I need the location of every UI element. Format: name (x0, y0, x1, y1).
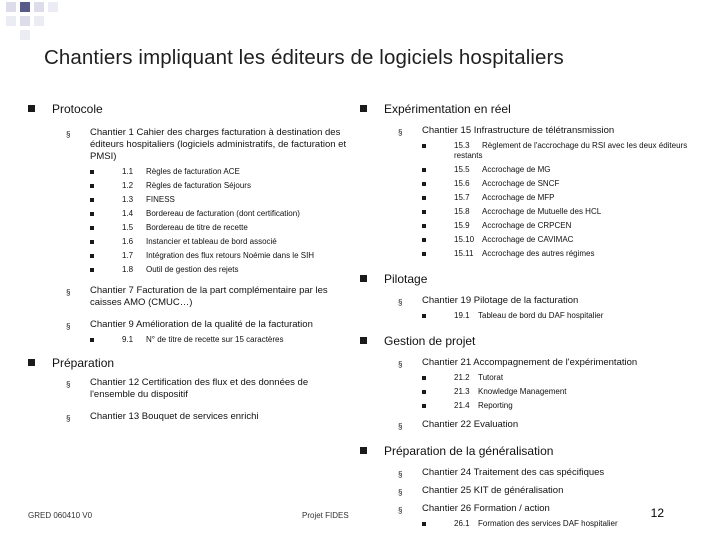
bullet-icon (422, 182, 426, 186)
bullet-icon: § (66, 322, 71, 331)
bullet-icon (422, 224, 426, 228)
list-item: 1.2 Règles de facturation Séjours (28, 181, 348, 191)
list-item: 15.7 Accrochage de MFP (360, 193, 710, 203)
chantier-13: § Chantier 13 Bouquet de services enrichi (66, 411, 259, 423)
chantier-7: § Chantier 7 Facturation de la part complémentaire par les caisses AMO (CMUC…) (66, 285, 328, 308)
bullet-icon (422, 210, 426, 214)
bullet-icon (90, 240, 94, 244)
bullet-icon: § (398, 506, 403, 515)
square-bullet-icon (360, 447, 367, 454)
list-item: 19.1 Tableau de bord du DAF hospitalier (360, 311, 710, 321)
bullet-icon (422, 376, 426, 380)
section-generalisation: Préparation de la généralisation (360, 443, 710, 459)
list-item: 1.6 Instancier et tableau de bord associé (28, 237, 348, 247)
bullet-icon (422, 168, 426, 172)
footer-project: Projet FIDES (302, 511, 349, 520)
bullet-icon (422, 238, 426, 242)
bullet-icon: § (398, 360, 403, 369)
bullet-icon (90, 268, 94, 272)
bullet-icon (422, 404, 426, 408)
list-item: 15.8 Accrochage de Mutuelle des HCL (360, 207, 710, 217)
bullet-icon: § (398, 298, 403, 307)
square-bullet-icon (360, 275, 367, 282)
right-column (360, 95, 710, 529)
list-item: 1.7 Intégration des flux retours Noémie dans le SIH (28, 251, 348, 261)
bullet-icon (90, 226, 94, 230)
list-item: 21.4 Reporting (360, 401, 710, 411)
bullet-icon (90, 212, 94, 216)
bullet-icon: § (66, 130, 71, 139)
bullet-icon (422, 144, 426, 148)
bullet-icon (422, 314, 426, 318)
chantier-9: § Chantier 9 Amélioration de la qualité de la facturation (66, 319, 313, 331)
section-protocole: Protocole (28, 101, 348, 117)
list-item: 15.5 Accrochage de MG (360, 165, 710, 175)
section-preparation: Préparation (28, 355, 348, 371)
list-item: 1.5 Bordereau de titre de recette (28, 223, 348, 233)
list-item: 15.9 Accrochage de CRPCEN (360, 221, 710, 231)
page-number: 12 (650, 506, 664, 520)
bullet-icon (90, 338, 94, 342)
list-item: 9.1 N° de titre de recette sur 15 caractères (28, 335, 348, 345)
chantier-25: § Chantier 25 KIT de généralisation (398, 485, 564, 497)
chantier-22: § Chantier 22 Evaluation (398, 419, 519, 431)
list-item: 1.3 FINESS (28, 195, 348, 205)
bullet-icon (422, 252, 426, 256)
bullet-icon (90, 198, 94, 202)
bullet-icon: § (66, 288, 71, 297)
chantier-1: § Chantier 1 Cahier des charges facturation à destination des éditeurs hospitaliers (logiciels administratifs, de facturation et PMSI) (66, 127, 347, 162)
bullet-icon (90, 254, 94, 258)
bullet-icon: § (66, 380, 71, 389)
list-item: 1.1 Règles de facturation ACE (28, 167, 348, 177)
list-item: 15.10 Accrochage de CAVIMAC (360, 235, 710, 245)
bullet-icon (422, 390, 426, 394)
section-gestion-projet: Gestion de projet (360, 333, 710, 349)
bullet-icon: § (66, 414, 71, 423)
list-item: 1.8 Outil de gestion des rejets (28, 265, 348, 275)
bullet-icon: § (398, 422, 403, 431)
bullet-icon: § (398, 128, 403, 137)
chantier-24: § Chantier 24 Traitement des cas spécifiques (398, 467, 605, 479)
list-item: 21.3 Knowledge Management (360, 387, 710, 397)
page-title: Chantiers impliquant les éditeurs de logiciels hospitaliers (44, 46, 564, 69)
list-item: 26.1 Formation des services DAF hospitalier (360, 519, 710, 529)
square-bullet-icon (28, 359, 35, 366)
section-experimentation: Expérimentation en réel (360, 101, 710, 117)
list-item: 15.11 Accrochage des autres régimes (360, 249, 710, 259)
bullet-icon (90, 170, 94, 174)
square-bullet-icon (360, 105, 367, 112)
list-item: 1.4 Bordereau de facturation (dont certification) (28, 209, 348, 219)
list-item: 21.2 Tutorat (360, 373, 710, 383)
list-item: 15.3 Règlement de l'accrochage du RSI avec les deux éditeurs restants (360, 141, 710, 161)
chantier-26: § Chantier 26 Formation / action (398, 503, 550, 515)
bullet-icon (422, 196, 426, 200)
bullet-icon: § (398, 488, 403, 497)
section-pilotage: Pilotage (360, 271, 710, 287)
left-column (28, 95, 348, 423)
square-bullet-icon (360, 337, 367, 344)
square-bullet-icon (28, 105, 35, 112)
corner-decoration (0, 0, 60, 45)
footer-reference: GRED 060410 V0 (28, 511, 93, 520)
chantier-15: § Chantier 15 Infrastructure de télétransmission (398, 125, 615, 137)
list-item: 15.6 Accrochage de SNCF (360, 179, 710, 189)
chantier-21: § Chantier 21 Accompagnement de l'expérimentation (398, 357, 638, 369)
bullet-icon (90, 184, 94, 188)
chantier-12: § Chantier 12 Certification des flux et des données de l'ensemble du dispositif (66, 377, 309, 400)
bullet-icon (422, 522, 426, 526)
chantier-19: § Chantier 19 Pilotage de la facturation (398, 295, 579, 307)
bullet-icon: § (398, 470, 403, 479)
